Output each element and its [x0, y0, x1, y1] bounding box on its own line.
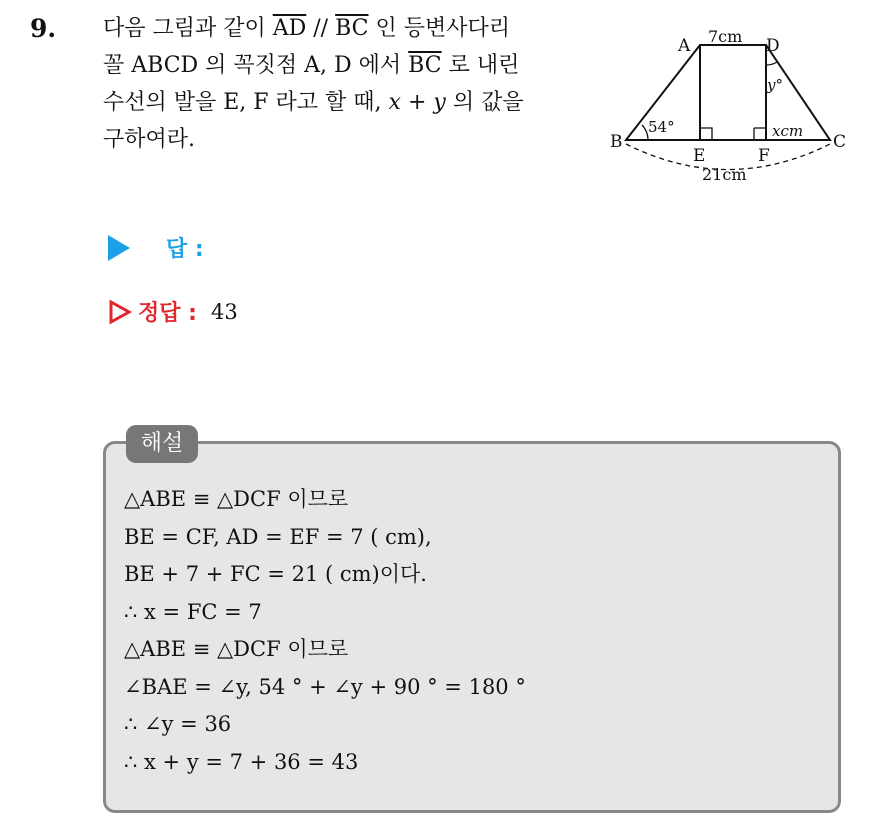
question-line-4: 구하여라. — [103, 127, 196, 152]
answer-row — [108, 232, 204, 263]
solution-line: BE = CF, AD = EF = 7 ( cm), — [124, 524, 432, 549]
label-bottom-length: 21cm — [702, 165, 747, 184]
question-line-3: 수선의 발을 E, F 라고 할 때, x + y 의 값을 — [103, 90, 524, 115]
solution-tab: 해설 — [126, 425, 198, 463]
segment-ad: $\overline{AD}$ — [272, 16, 307, 41]
label-d: D — [766, 36, 780, 56]
correct-answer-label: 정답 : — [138, 301, 197, 326]
correct-answer-value: 43 — [210, 299, 238, 324]
label-f: F — [758, 146, 770, 166]
label-angle-54: 54° — [648, 118, 675, 136]
solution-line: △ABE ≡ △DCF 이므로 — [124, 487, 349, 511]
play-triangle-icon — [108, 235, 130, 261]
trapezoid-figure — [600, 20, 870, 190]
segment-bc: $\overline{BC}$ — [335, 16, 369, 41]
question-line-1: 다음 그림과 같이 $\overline{AD} // \overline{BC}$ 인 등변사다리 — [103, 16, 511, 41]
label-top-length: 7cm — [708, 27, 743, 46]
angle-arc-d — [766, 62, 777, 65]
solution-line: ∴ x = FC = 7 — [124, 599, 262, 624]
label-angle-y: y° — [767, 76, 783, 94]
label-c: C — [833, 132, 847, 152]
answer-label: 답 : — [166, 237, 204, 262]
solution-content — [124, 481, 526, 781]
label-x-cm: xcm — [772, 122, 804, 140]
solution-line: ∴ x + y = 7 + 36 = 43 — [124, 749, 359, 774]
solution-line: △ABE ≡ △DCF 이므로 — [124, 637, 349, 661]
solution-line: ∠BAE = ∠y, 54 ° + ∠y + 90 ° = 180 ° — [124, 674, 526, 699]
right-angle-e — [700, 128, 712, 140]
segment-bc-2: $\overline{BC}$ — [408, 53, 442, 78]
label-b: B — [610, 132, 623, 152]
correct-answer-row — [108, 296, 238, 327]
question-text — [103, 10, 593, 158]
solution-line: ∴ ∠y = 36 — [124, 712, 232, 736]
question-line-2: 꼴 ABCD 의 꼭짓점 A, D 에서 $\overline{BC}$ 로 내린 — [103, 53, 520, 78]
question-number: 9. — [30, 14, 57, 43]
label-a: A — [678, 36, 691, 56]
outline-triangle-icon — [108, 299, 132, 325]
label-e: E — [693, 146, 706, 166]
solution-line: BE + 7 + FC = 21 ( cm)이다. — [124, 562, 427, 586]
